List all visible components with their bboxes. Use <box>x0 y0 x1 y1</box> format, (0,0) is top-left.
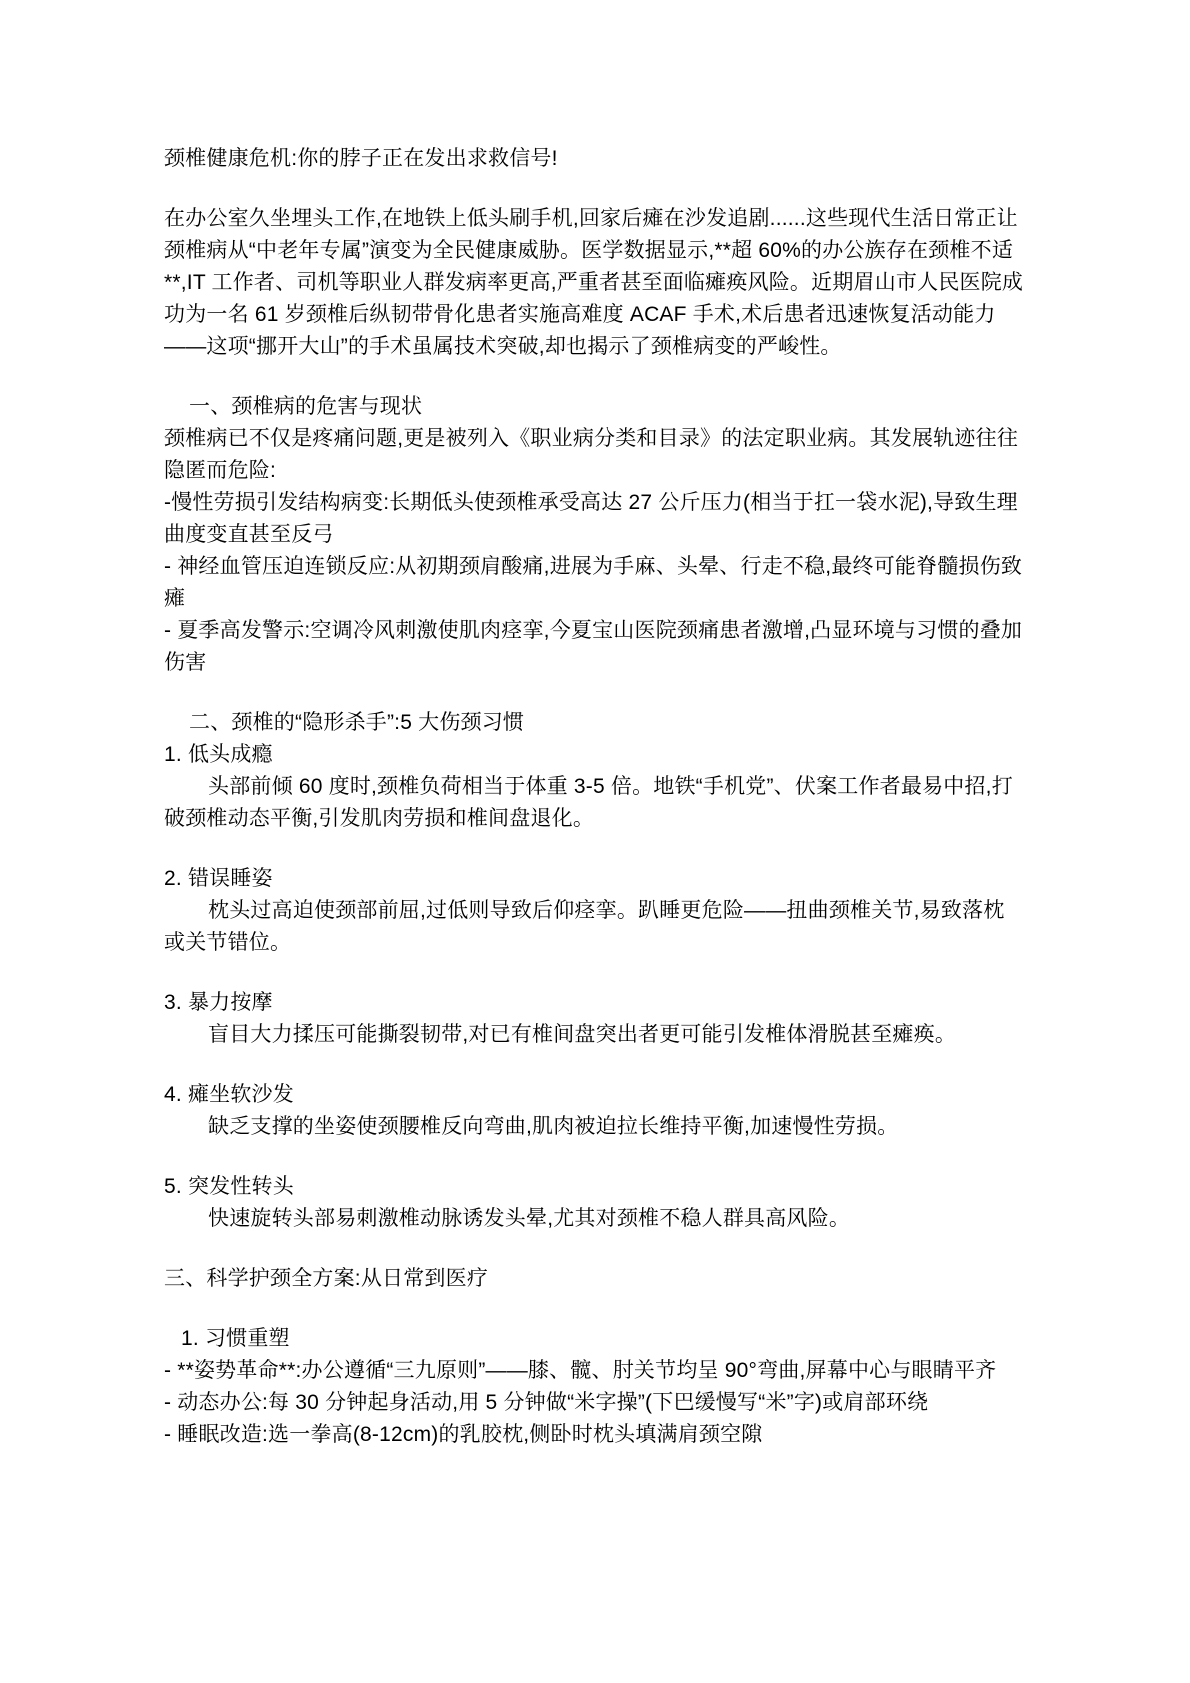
section1-bullet-3: - 夏季高发警示:空调冷风刺激使肌肉痉挛,今夏宝山医院颈痛患者激增,凸显环境与习惯的叠加伤害 <box>164 619 1023 674</box>
section2-item-3-label: 3. 暴力按摩 <box>164 991 273 1014</box>
blank-line <box>164 363 1024 391</box>
section1-bullet-2: - 神经血管压迫连锁反应:从初期颈肩酸痛,进展为手麻、头晕、行走不稳,最终可能脊髓损伤致瘫 <box>164 555 1023 610</box>
section2-item-4-label: 4. 瘫坐软沙发 <box>164 1083 294 1106</box>
section2-item-3-body: 盲目大力揉压可能撕裂韧带,对已有椎间盘突出者更可能引发椎体滑脱甚至瘫痪。 <box>208 1023 957 1046</box>
blank-line <box>164 679 1024 707</box>
section2-item-2-label: 2. 错误睡姿 <box>164 867 273 890</box>
blank-line <box>164 1235 1024 1263</box>
section2-item-1-body: 头部前倾 60 度时,颈椎负荷相当于体重 3-5 倍。地铁“手机党”、伏案工作者最易中招,打破颈椎动态平衡,引发肌肉劳损和椎间盘退化。 <box>164 775 1013 830</box>
section2-item-2-body: 枕头过高迫使颈部前屈,过低则导致后仰痉挛。趴睡更危险——扭曲颈椎关节,易致落枕或关节错位。 <box>164 899 1005 954</box>
section1-lead: 颈椎病已不仅是疼痛问题,更是被列入《职业病分类和目录》的法定职业病。其发展轨迹往往隐匿而危险: <box>164 427 1019 482</box>
section3-sub-heading: 1. 习惯重塑 <box>181 1327 290 1350</box>
doc-title: 颈椎健康危机:你的脖子正在发出求救信号! <box>164 147 558 170</box>
blank-line <box>164 959 1024 987</box>
section3-bullet-2: - 动态办公:每 30 分钟起身活动,用 5 分钟做“米字操”(下巴缓慢写“米”字)或肩部环绕 <box>164 1391 929 1414</box>
section1-bullet-1: -慢性劳损引发结构病变:长期低头使颈椎承受高达 27 公斤压力(相当于扛一袋水泥),导致生理曲度变直甚至反弓 <box>164 491 1018 546</box>
blank-line <box>164 1051 1024 1079</box>
section2-heading: 二、颈椎的“隐形杀手”:5 大伤颈习惯 <box>189 711 525 734</box>
section3-heading: 三、科学护颈全方案:从日常到医疗 <box>164 1267 489 1290</box>
section2-item-5-body: 快速旋转头部易刺激椎动脉诱发头晕,尤其对颈椎不稳人群具高风险。 <box>208 1207 851 1230</box>
section2-item-4-body: 缺乏支撑的坐姿使颈腰椎反向弯曲,肌肉被迫拉长维持平衡,加速慢性劳损。 <box>208 1115 899 1138</box>
section2-item-5-label: 5. 突发性转头 <box>164 1175 294 1198</box>
blank-line <box>164 175 1024 203</box>
blank-line <box>164 1295 1024 1323</box>
intro-paragraph: 在办公室久坐埋头工作,在地铁上低头刷手机,回家后瘫在沙发追剧......这些现代生活日常正让颈椎病从“中老年专属”演变为全民健康威胁。医学数据显示,**超 60%的办公族存在颈椎不适**,IT 工作者、司机等职业人群发病率更高,严重者甚至面临瘫痪风险。近期眉山市人民医院成功为一名 61 岁颈椎后纵韧带骨化患者实施高难度 ACAF 手术,术后患者迅速恢复活动能力——这项“挪开大山”的手术虽属技术突破,却也揭示了颈椎病变的严峻性。 <box>164 207 1024 358</box>
section3-bullet-3: - 睡眠改造:选一拳高(8-12cm)的乳胶枕,侧卧时枕头填满肩颈空隙 <box>164 1423 763 1446</box>
blank-line <box>164 835 1024 863</box>
section2-item-1-label: 1. 低头成瘾 <box>164 743 273 766</box>
blank-line <box>164 1143 1024 1171</box>
section1-heading: 一、颈椎病的危害与现状 <box>189 395 423 418</box>
section3-bullet-1: - **姿势革命**:办公遵循“三九原则”——膝、髋、肘关节均呈 90°弯曲,屏幕中心与眼睛平齐 <box>164 1359 997 1382</box>
